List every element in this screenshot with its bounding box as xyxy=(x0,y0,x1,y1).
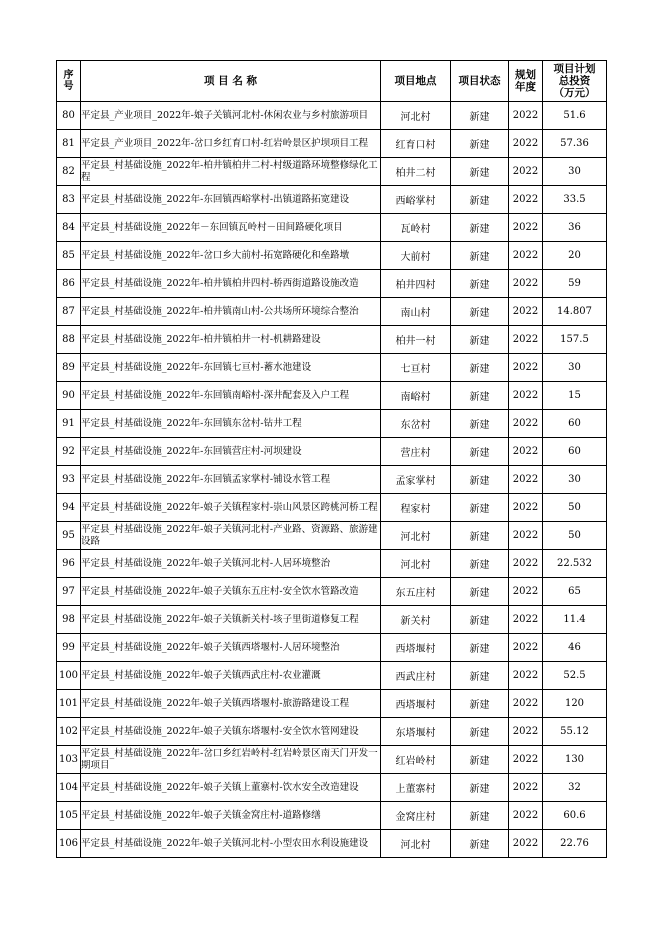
status-cell: 新建 xyxy=(451,802,509,830)
project-name-cell: 平定县_村基础设施_2022年-娘子关镇上董寨村-饮水安全改造建设 xyxy=(81,774,381,802)
investment-cell: 15 xyxy=(543,382,607,410)
table-row xyxy=(57,326,607,354)
seq-cell: 101 xyxy=(57,690,81,718)
seq-cell: 105 xyxy=(57,802,81,830)
status-cell: 新建 xyxy=(451,550,509,578)
seq-cell: 82 xyxy=(57,158,81,186)
location-cell: 河北村 xyxy=(381,102,451,130)
seq-cell: 103 xyxy=(57,746,81,774)
table-row xyxy=(57,186,607,214)
investment-cell: 30 xyxy=(543,158,607,186)
table-row xyxy=(57,802,607,830)
seq-cell: 104 xyxy=(57,774,81,802)
seq-cell: 93 xyxy=(57,466,81,494)
investment-cell: 22.76 xyxy=(543,830,607,858)
location-cell: 东岔村 xyxy=(381,410,451,438)
year-cell: 2022 xyxy=(509,578,543,606)
table-row xyxy=(57,270,607,298)
project-name-cell: 平定县_村基础设施_2022年-娘子关镇程家村-崇山风景区跨桃河桥工程 xyxy=(81,494,381,522)
status-cell: 新建 xyxy=(451,382,509,410)
location-cell: 西武庄村 xyxy=(381,662,451,690)
year-cell: 2022 xyxy=(509,130,543,158)
status-cell: 新建 xyxy=(451,746,509,774)
table-row xyxy=(57,298,607,326)
project-name-cell: 平定县_村基础设施_2022年-娘子关镇河北村-人居环境整治 xyxy=(81,550,381,578)
project-table xyxy=(56,60,607,858)
table-row xyxy=(57,522,607,550)
project-name-cell: 平定县_村基础设施_2022年-柏井镇柏井一村-机耕路建设 xyxy=(81,326,381,354)
location-cell: 南峪村 xyxy=(381,382,451,410)
location-cell: 河北村 xyxy=(381,830,451,858)
seq-cell: 80 xyxy=(57,102,81,130)
header-status: 项目状态 xyxy=(451,61,509,102)
project-name-cell: 平定县_村基础设施_2022年-东回镇南峪村-深井配套及入户工程 xyxy=(81,382,381,410)
location-cell: 河北村 xyxy=(381,550,451,578)
investment-cell: 20 xyxy=(543,242,607,270)
location-cell: 红育口村 xyxy=(381,130,451,158)
year-cell: 2022 xyxy=(509,774,543,802)
seq-cell: 84 xyxy=(57,214,81,242)
year-cell: 2022 xyxy=(509,438,543,466)
status-cell: 新建 xyxy=(451,326,509,354)
year-cell: 2022 xyxy=(509,662,543,690)
location-cell: 七亘村 xyxy=(381,354,451,382)
status-cell: 新建 xyxy=(451,578,509,606)
seq-cell: 94 xyxy=(57,494,81,522)
location-cell: 西塔堰村 xyxy=(381,634,451,662)
project-name-cell: 平定县_村基础设施_2022年-娘子关镇东塔堰村-安全饮水管网建设 xyxy=(81,718,381,746)
investment-cell: 36 xyxy=(543,214,607,242)
year-cell: 2022 xyxy=(509,270,543,298)
investment-cell: 50 xyxy=(543,522,607,550)
project-name-cell: 平定县_村基础设施_2022年-东回镇孟家掌村-铺设水管工程 xyxy=(81,466,381,494)
project-name-cell: 平定县_村基础设施_2022年-柏井镇南山村-公共场所环境综合整治 xyxy=(81,298,381,326)
status-cell: 新建 xyxy=(451,606,509,634)
status-cell: 新建 xyxy=(451,466,509,494)
seq-cell: 81 xyxy=(57,130,81,158)
status-cell: 新建 xyxy=(451,438,509,466)
seq-cell: 97 xyxy=(57,578,81,606)
project-name-cell: 平定县_村基础设施_2022年-岔口乡红岩岭村-红岩岭景区南天门开发一期项目 xyxy=(81,746,381,774)
investment-cell: 65 xyxy=(543,578,607,606)
investment-cell: 60 xyxy=(543,438,607,466)
project-name-cell: 平定县_村基础设施_2022年-岔口乡大前村-拓宽路硬化和垒路墩 xyxy=(81,242,381,270)
table-row xyxy=(57,690,607,718)
table-row xyxy=(57,746,607,774)
year-cell: 2022 xyxy=(509,158,543,186)
location-cell: 上董寨村 xyxy=(381,774,451,802)
investment-cell: 32 xyxy=(543,774,607,802)
seq-cell: 85 xyxy=(57,242,81,270)
location-cell: 瓦岭村 xyxy=(381,214,451,242)
investment-cell: 55.12 xyxy=(543,718,607,746)
header-name: 项 目 名 称 xyxy=(81,61,381,102)
table-row xyxy=(57,550,607,578)
location-cell: 柏井二村 xyxy=(381,158,451,186)
status-cell: 新建 xyxy=(451,186,509,214)
location-cell: 东五庄村 xyxy=(381,578,451,606)
table-row xyxy=(57,410,607,438)
seq-cell: 95 xyxy=(57,522,81,550)
table-row xyxy=(57,494,607,522)
seq-cell: 102 xyxy=(57,718,81,746)
location-cell: 营庄村 xyxy=(381,438,451,466)
location-cell: 河北村 xyxy=(381,522,451,550)
table-row xyxy=(57,634,607,662)
investment-cell: 33.5 xyxy=(543,186,607,214)
project-name-cell: 平定县_村基础设施_2022年-娘子关镇新关村-垓子里街道修复工程 xyxy=(81,606,381,634)
year-cell: 2022 xyxy=(509,354,543,382)
table-row xyxy=(57,102,607,130)
table-row xyxy=(57,438,607,466)
investment-cell: 14.807 xyxy=(543,298,607,326)
year-cell: 2022 xyxy=(509,410,543,438)
location-cell: 东塔堰村 xyxy=(381,718,451,746)
year-cell: 2022 xyxy=(509,298,543,326)
table-header-row xyxy=(57,61,607,102)
project-name-cell: 平定县_村基础设施_2022年-娘子关镇西塔堰村-人居环境整治 xyxy=(81,634,381,662)
status-cell: 新建 xyxy=(451,102,509,130)
status-cell: 新建 xyxy=(451,494,509,522)
project-name-cell: 平定县_村基础设施_2022年-娘子关镇河北村-产业路、资源路、旅游建设路 xyxy=(81,522,381,550)
project-name-cell: 平定县_产业项目_2022年-娘子关镇河北村-休闲农业与乡村旅游项目 xyxy=(81,102,381,130)
year-cell: 2022 xyxy=(509,494,543,522)
status-cell: 新建 xyxy=(451,830,509,858)
table-row xyxy=(57,130,607,158)
project-name-cell: 平定县_产业项目_2022年-岔口乡红育口村-红岩岭景区护坝项目工程 xyxy=(81,130,381,158)
table-row xyxy=(57,382,607,410)
year-cell: 2022 xyxy=(509,634,543,662)
seq-cell: 100 xyxy=(57,662,81,690)
location-cell: 南山村 xyxy=(381,298,451,326)
status-cell: 新建 xyxy=(451,410,509,438)
investment-cell: 51.6 xyxy=(543,102,607,130)
year-cell: 2022 xyxy=(509,326,543,354)
project-name-cell: 平定县_村基础设施_2022年-东回镇营庄村-河坝建设 xyxy=(81,438,381,466)
year-cell: 2022 xyxy=(509,718,543,746)
project-name-cell: 平定县_村基础设施_2022年-柏井镇柏井四村-桥西街道路设施改造 xyxy=(81,270,381,298)
investment-cell: 30 xyxy=(543,354,607,382)
investment-cell: 50 xyxy=(543,494,607,522)
seq-cell: 83 xyxy=(57,186,81,214)
header-investment: 项目计划 总投资 （万元） xyxy=(543,61,607,102)
year-cell: 2022 xyxy=(509,382,543,410)
seq-cell: 91 xyxy=(57,410,81,438)
status-cell: 新建 xyxy=(451,130,509,158)
investment-cell: 46 xyxy=(543,634,607,662)
location-cell: 西塔堰村 xyxy=(381,690,451,718)
table-row xyxy=(57,578,607,606)
table-row xyxy=(57,242,607,270)
year-cell: 2022 xyxy=(509,214,543,242)
investment-cell: 120 xyxy=(543,690,607,718)
status-cell: 新建 xyxy=(451,662,509,690)
project-name-cell: 平定县_村基础设施_2022年－东回镇瓦岭村－田间路硬化项目 xyxy=(81,214,381,242)
project-name-cell: 平定县_村基础设施_2022年-娘子关镇东五庄村-安全饮水管路改造 xyxy=(81,578,381,606)
investment-cell: 59 xyxy=(543,270,607,298)
location-cell: 新关村 xyxy=(381,606,451,634)
status-cell: 新建 xyxy=(451,214,509,242)
location-cell: 柏井一村 xyxy=(381,326,451,354)
project-name-cell: 平定县_村基础设施_2022年-娘子关镇金窝庄村-道路修缮 xyxy=(81,802,381,830)
project-name-cell: 平定县_村基础设施_2022年-柏井镇柏井二村-村级道路环境整修绿化工程 xyxy=(81,158,381,186)
project-name-cell: 平定县_村基础设施_2022年-东回镇西峪掌村-出镇道路拓宽建设 xyxy=(81,186,381,214)
year-cell: 2022 xyxy=(509,746,543,774)
seq-cell: 96 xyxy=(57,550,81,578)
location-cell: 程家村 xyxy=(381,494,451,522)
header-seq: 序 号 xyxy=(57,61,81,102)
project-name-cell: 平定县_村基础设施_2022年-娘子关镇河北村-小型农田水利设施建设 xyxy=(81,830,381,858)
seq-cell: 99 xyxy=(57,634,81,662)
investment-cell: 52.5 xyxy=(543,662,607,690)
table-row xyxy=(57,718,607,746)
status-cell: 新建 xyxy=(451,634,509,662)
status-cell: 新建 xyxy=(451,158,509,186)
investment-cell: 130 xyxy=(543,746,607,774)
header-location: 项目地点 xyxy=(381,61,451,102)
table-row xyxy=(57,158,607,186)
investment-cell: 30 xyxy=(543,466,607,494)
investment-cell: 22.532 xyxy=(543,550,607,578)
project-name-cell: 平定县_村基础设施_2022年-娘子关镇西武庄村-农业灌溉 xyxy=(81,662,381,690)
location-cell: 金窝庄村 xyxy=(381,802,451,830)
table-row xyxy=(57,354,607,382)
year-cell: 2022 xyxy=(509,186,543,214)
investment-cell: 157.5 xyxy=(543,326,607,354)
investment-cell: 60.6 xyxy=(543,802,607,830)
project-name-cell: 平定县_村基础设施_2022年-东回镇七亘村-蓄水池建设 xyxy=(81,354,381,382)
seq-cell: 87 xyxy=(57,298,81,326)
location-cell: 西峪掌村 xyxy=(381,186,451,214)
year-cell: 2022 xyxy=(509,690,543,718)
year-cell: 2022 xyxy=(509,830,543,858)
header-year: 规划 年度 xyxy=(509,61,543,102)
investment-cell: 57.36 xyxy=(543,130,607,158)
table-row xyxy=(57,214,607,242)
year-cell: 2022 xyxy=(509,102,543,130)
project-name-cell: 平定县_村基础设施_2022年-东回镇东岔村-钻井工程 xyxy=(81,410,381,438)
location-cell: 孟家掌村 xyxy=(381,466,451,494)
seq-cell: 88 xyxy=(57,326,81,354)
location-cell: 红岩岭村 xyxy=(381,746,451,774)
year-cell: 2022 xyxy=(509,466,543,494)
table-row xyxy=(57,466,607,494)
status-cell: 新建 xyxy=(451,522,509,550)
year-cell: 2022 xyxy=(509,606,543,634)
investment-cell: 60 xyxy=(543,410,607,438)
seq-cell: 98 xyxy=(57,606,81,634)
status-cell: 新建 xyxy=(451,298,509,326)
location-cell: 柏井四村 xyxy=(381,270,451,298)
status-cell: 新建 xyxy=(451,270,509,298)
status-cell: 新建 xyxy=(451,774,509,802)
table-row xyxy=(57,830,607,858)
year-cell: 2022 xyxy=(509,242,543,270)
table-row xyxy=(57,774,607,802)
year-cell: 2022 xyxy=(509,522,543,550)
seq-cell: 90 xyxy=(57,382,81,410)
seq-cell: 106 xyxy=(57,830,81,858)
year-cell: 2022 xyxy=(509,802,543,830)
seq-cell: 86 xyxy=(57,270,81,298)
table-row xyxy=(57,606,607,634)
table-row xyxy=(57,662,607,690)
status-cell: 新建 xyxy=(451,718,509,746)
investment-cell: 11.4 xyxy=(543,606,607,634)
location-cell: 大前村 xyxy=(381,242,451,270)
status-cell: 新建 xyxy=(451,690,509,718)
status-cell: 新建 xyxy=(451,242,509,270)
project-name-cell: 平定县_村基础设施_2022年-娘子关镇西塔堰村-旅游路建设工程 xyxy=(81,690,381,718)
status-cell: 新建 xyxy=(451,354,509,382)
seq-cell: 89 xyxy=(57,354,81,382)
seq-cell: 92 xyxy=(57,438,81,466)
year-cell: 2022 xyxy=(509,550,543,578)
